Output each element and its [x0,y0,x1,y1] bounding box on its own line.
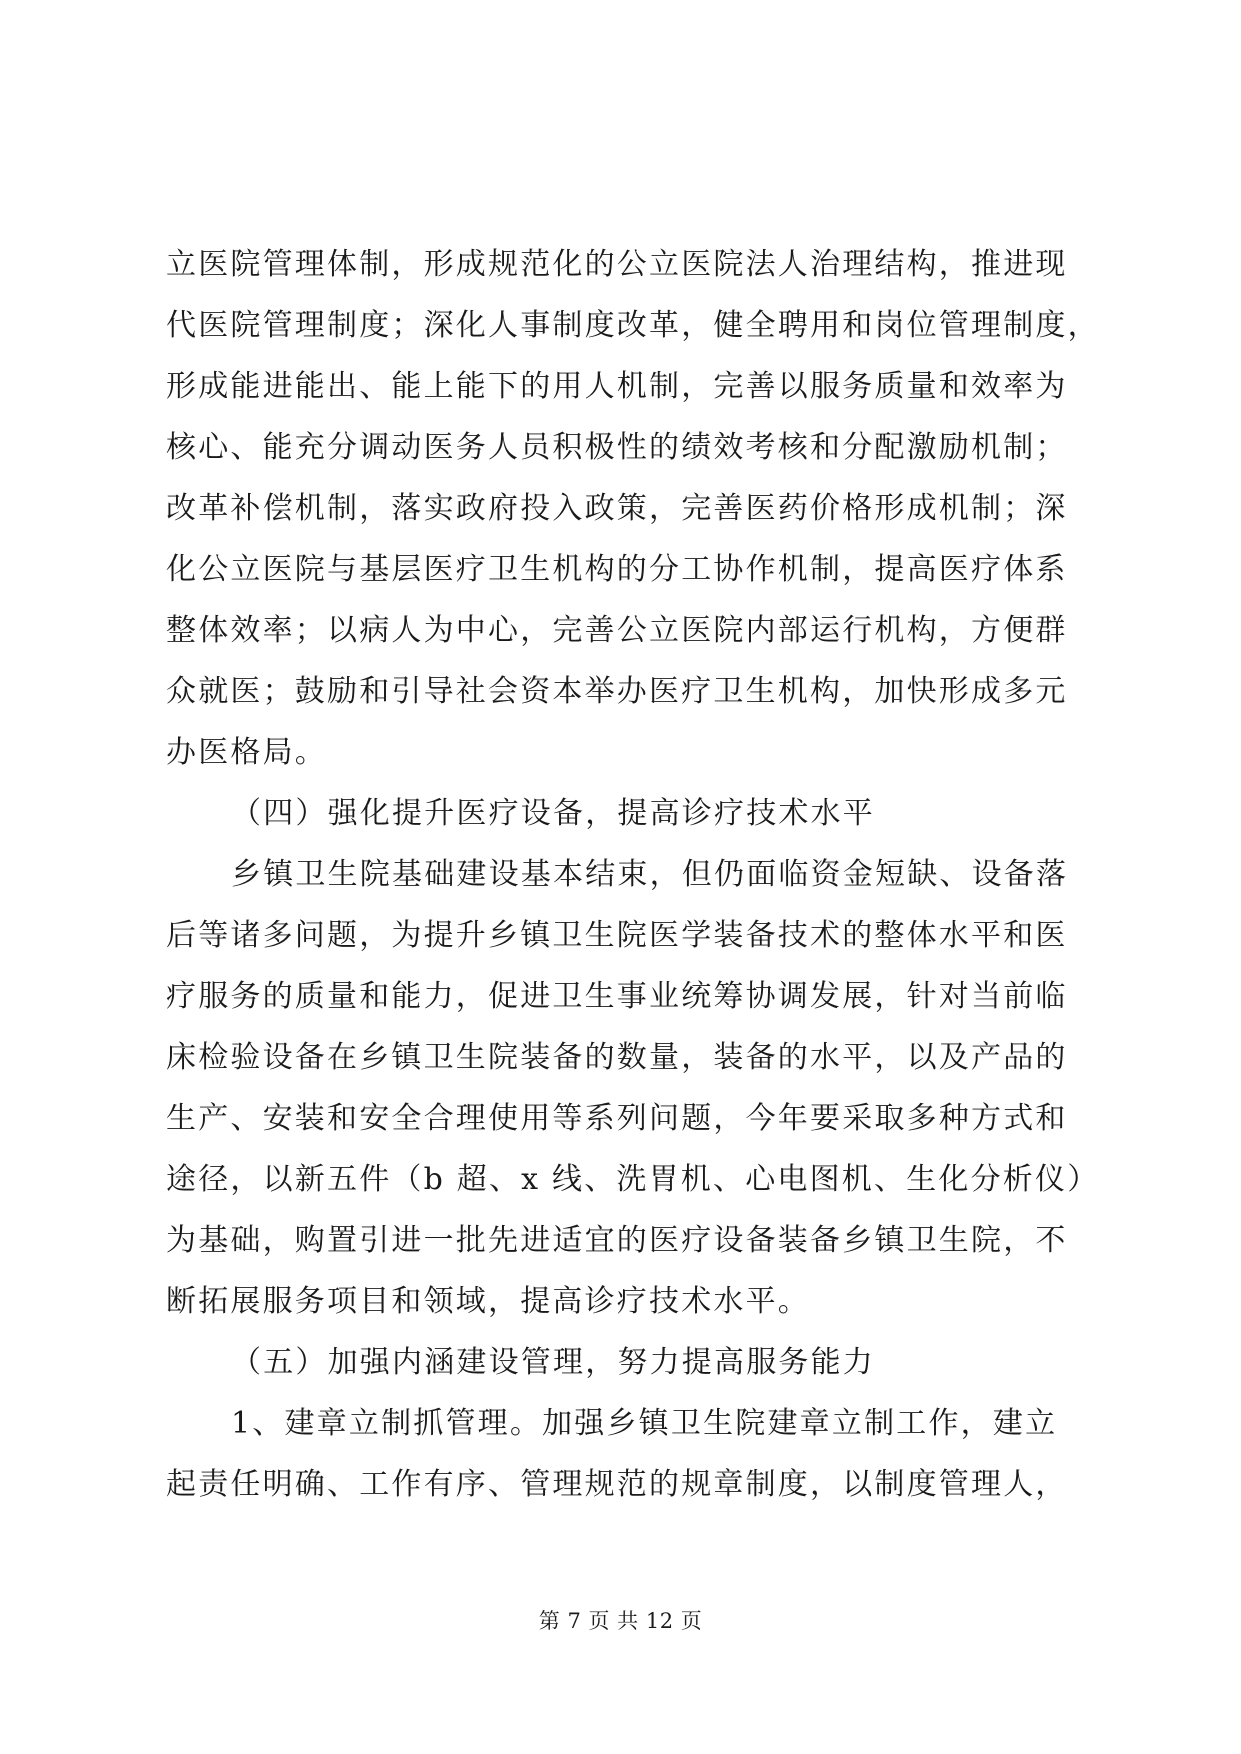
text-line: 核心、能充分调动医务人员积极性的绩效考核和分配激励机制； [166,430,1068,465]
text-line: 为基础，购置引进一批先进适宜的医疗设备装备乡镇卫生院，不 [166,1223,1068,1258]
text-line: 形成能进能出、能上能下的用人机制，完善以服务质量和效率为 [166,369,1068,404]
section-heading-4: （四）强化提升医疗设备，提高诊疗技术水平 [231,796,875,831]
text-line: 整体效率；以病人为中心，完善公立医院内部运行机构，方便群 [166,613,1068,648]
text-line: 办医格局。 [166,735,327,770]
text-line: 生产、安装和安全合理使用等系列问题，今年要采取多种方式和 [166,1101,1068,1136]
paragraph-first-line: 1、建章立制抓管理。加强乡镇卫生院建章立制工作，建立 [231,1406,1058,1441]
document-body [166,234,1100,1515]
text-line: 途径，以新五件（b 超、x 线、洗胃机、心电图机、生化分析仪） [166,1162,1100,1197]
text-line: 立医院管理体制，形成规范化的公立医院法人治理结构，推进现 [166,247,1068,282]
text-line: 起责任明确、工作有序、管理规范的规章制度，以制度管理人， [166,1467,1068,1502]
text-line: 改革补偿机制，落实政府投入政策，完善医药价格形成机制；深 [166,491,1068,526]
paragraph-first-line: 乡镇卫生院基础建设基本结束，但仍面临资金短缺、设备落 [231,857,1069,892]
text-line: 疗服务的质量和能力，促进卫生事业统筹协调发展，针对当前临 [166,979,1068,1014]
text-line: 断拓展服务项目和领域，提高诊疗技术水平。 [166,1284,810,1319]
text-line: 众就医；鼓励和引导社会资本举办医疗卫生机构，加快形成多元 [166,674,1068,709]
section-heading-5: （五）加强内涵建设管理，努力提高服务能力 [231,1345,875,1380]
page-footer: 第 7 页 共 12 页 [538,1609,703,1633]
text-line: 后等诸多问题，为提升乡镇卫生院医学装备技术的整体水平和医 [166,918,1068,953]
text-line: 化公立医院与基层医疗卫生机构的分工协作机制，提高医疗体系 [166,552,1068,587]
text-line: 代医院管理制度；深化人事制度改革，健全聘用和岗位管理制度， [166,308,1100,343]
text-line: 床检验设备在乡镇卫生院装备的数量，装备的水平，以及产品的 [166,1040,1068,1075]
